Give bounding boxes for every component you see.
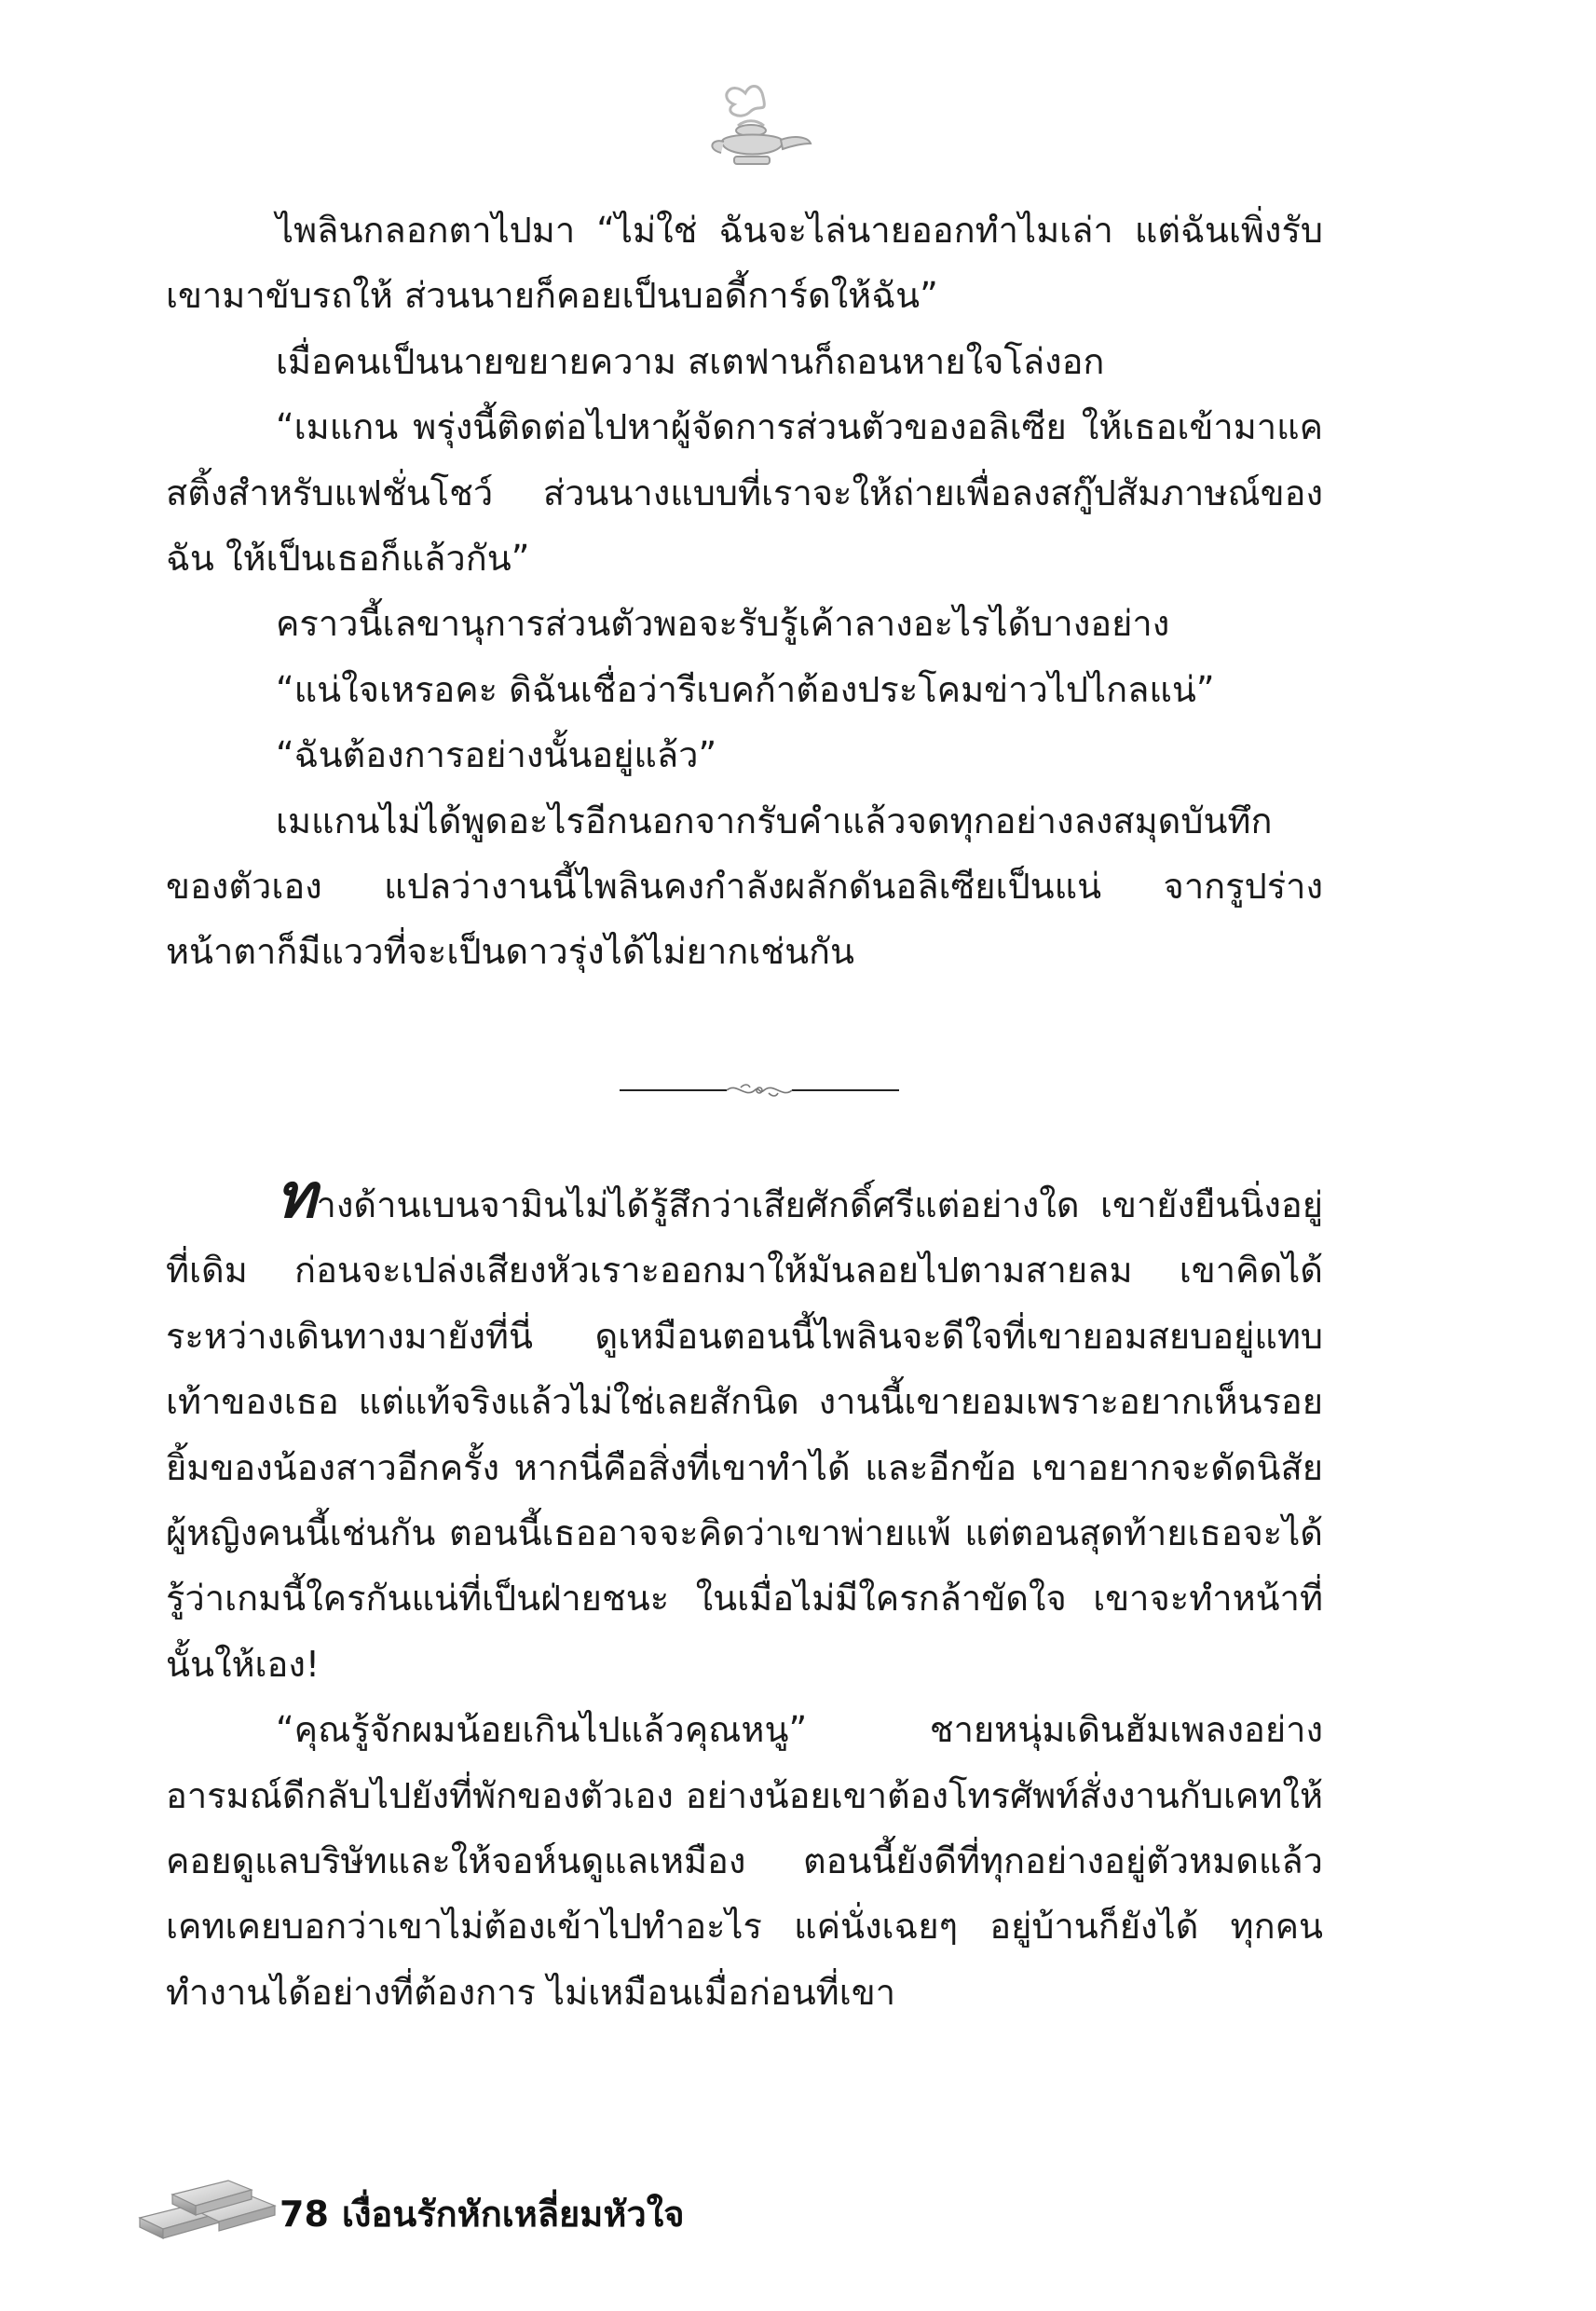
- paragraph: คราวนี้เลขานุการส่วนตัวพอจะรับรู้เค้าลางอะไรได้บางอย่าง: [276, 603, 1170, 645]
- drop-cap: ท: [276, 1159, 317, 1232]
- section-1-text: [166, 198, 1323, 985]
- genie-lamp-icon: [680, 75, 820, 186]
- paragraph: “ฉันต้องการอย่างนั้นอยู่แล้ว”: [276, 734, 717, 776]
- page-footer: [280, 2185, 698, 2242]
- page-number: 78: [280, 2194, 329, 2235]
- paragraph: ไพลินกลอกตาไปมา “ไม่ใช่ ฉันจะไล่นายออกทำไมเล่า แต่ฉันเพิ่งรับเขามาขับรถให้ ส่วนนายก็คอยเป็นบอดี้การ์ดให้ฉัน”: [166, 210, 1323, 317]
- paragraph: “แน่ใจเหรอคะ ดิฉันเชื่อว่ารีเบคก้าต้องประโคมข่าวไปไกลแน่”: [276, 668, 1215, 710]
- section-2-text: [166, 1159, 1323, 2025]
- ornamental-divider-icon: [620, 1076, 899, 1104]
- paragraph: [166, 1159, 1323, 1697]
- book-title: เงื่อนรักหักเหลี่ยมหัวใจ: [341, 2194, 685, 2235]
- paragraph: “เมแกน พรุ่งนี้ติดต่อไปหาผู้จัดการส่วนตัวของอลิเซีย ให้เธอเข้ามาแคสติ้งสำหรับแฟชั่นโชว์ ส่วนนางแบบที่เราจะให้ถ่ายเพื่อลงสกู๊ปสัมภาษณ์ของฉัน ให้เป็นเธอก็แล้วกัน”: [166, 406, 1323, 580]
- paragraph: เมแกนไม่ได้พูดอะไรอีกนอกจากรับคำแล้วจดทุกอย่างลงสมุดบันทึกของตัวเอง แปลว่างานนี้ไพลินคงกำลังผลักดันอลิเซียเป็นแน่ จากรูปร่างหน้าตาก็มีแววที่จะเป็นดาวรุ่งได้ไม่ยากเช่นกัน: [166, 800, 1323, 973]
- paragraph-body: างด้านเบนจามินไม่ได้รู้สึกว่าเสียศักดิ์ศรีแต่อย่างใด เขายังยืนนิ่งอยู่ที่เดิม ก่อนจะเปล่งเสียงหัวเราะออกมาให้มันลอยไปตามสายลม เขาคิดได้ระหว่างเดินทางมายังที่นี่ ดูเหมือนตอนนี้ไพลินจะดีใจที่เขายอมสยบอยู่แทบเท้าของเธอ แต่แท้จริงแล้วไม่ใช่เลยสักนิด งานนี้เขายอมเพราะอยากเห็นรอยยิ้มของน้องสาวอีกครั้ง หากนี่คือสิ่งที่เขาทำได้ และอีกข้อ เขาอยากจะดัดนิสัยผู้หญิงคนนี้เช่นกัน ตอนนี้เธออาจจะคิดว่าเขาพ่ายแพ้ แต่ตอนสุดท้ายเธอจะได้รู้ว่าเกมนี้ใครกันแน่ที่เป็นฝ่ายชนะ ในเมื่อไม่มีใครกล้าขัดใจ เขาจะทำหน้าที่นั้นให้เอง!: [166, 1184, 1323, 1685]
- gold-bars-icon: [130, 2153, 293, 2246]
- paragraph: เมื่อคนเป็นนายขยายความ สเตฟานก็ถอนหายใจโล่งอก: [276, 340, 1105, 382]
- paragraph: “คุณรู้จักผมน้อยเกินไปแล้วคุณหนู” ชายหนุ่มเดินฮัมเพลงอย่างอารมณ์ดีกลับไปยังที่พักของตัวเอง อย่างน้อยเขาต้องโทรศัพท์สั่งงานกับเคทให้คอยดูแลบริษัทและให้จอห์นดูแลเหมือง ตอนนี้ยังดีที่ทุกอย่างอยู่ตัวหมดแล้ว เคทเคยบอกว่าเขาไม่ต้องเข้าไปทำอะไร แค่นั่งเฉยๆ อยู่บ้านก็ยังได้ ทุกคนทำงานได้อย่างที่ต้องการ ไม่เหมือนเมื่อก่อนที่เขา: [166, 1709, 1323, 2013]
